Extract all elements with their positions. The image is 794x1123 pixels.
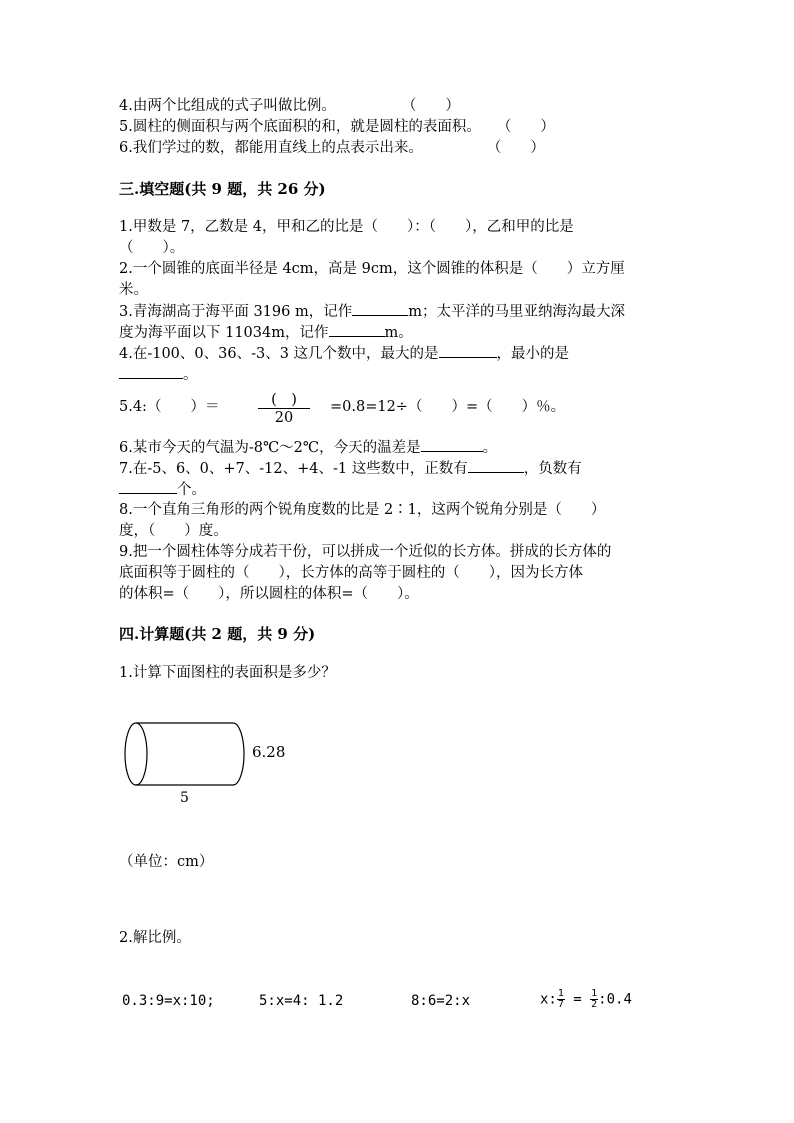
fraction-one-seventh bbox=[557, 989, 565, 1010]
fraction-numerator: ( ) bbox=[271, 392, 297, 408]
fill-q3-text-a: 3.青海湖高于海平面 3196 m，记作 bbox=[119, 304, 353, 320]
answer-blank bbox=[352, 301, 408, 316]
fraction-one-half bbox=[590, 989, 598, 1010]
fill-q6-text-b: 。 bbox=[482, 440, 498, 456]
fill-q3-text-c: 度为海平面以下 11034m，记作 bbox=[119, 325, 329, 341]
fill-q8-line1: 8.一个直角三角形的两个锐角度数的比是 2∶1，这两个锐角分别是（ ） bbox=[119, 502, 606, 518]
fill-q6-text-a: 6.某市今天的气温为-8℃～2℃，今天的温差是 bbox=[119, 440, 421, 456]
unit-note: （单位：cm） bbox=[119, 854, 214, 870]
equation-4 bbox=[540, 989, 632, 1010]
fill-q6 bbox=[119, 437, 497, 458]
judge-item-6-text: 6.我们学过的数，都能用直线上的点表示出来。 bbox=[119, 140, 423, 156]
section-3-title: 三.填空题(共 9 题，共 26 分) bbox=[119, 180, 326, 198]
answer-blank bbox=[329, 322, 385, 337]
fraction-numerator: 1 bbox=[557, 988, 564, 999]
answer-blank bbox=[119, 479, 177, 494]
judge-item-5 bbox=[119, 117, 555, 137]
fill-q4-text-b: ，最小的是 bbox=[496, 346, 570, 362]
cylinder-right-face bbox=[233, 723, 244, 785]
fraction-denominator: 20 bbox=[274, 410, 294, 426]
fill-q7-line1 bbox=[119, 458, 582, 479]
answer-blank bbox=[468, 458, 524, 473]
fill-q9-line3: 的体积=（ ），所以圆柱的体积=（ ）。 bbox=[119, 586, 419, 602]
section-4-title: 四.计算题(共 2 题，共 9 分) bbox=[119, 625, 316, 643]
fill-q7-line2 bbox=[119, 479, 206, 500]
answer-blank bbox=[421, 437, 483, 452]
calc-q2-text: 2.解比例。 bbox=[119, 930, 191, 946]
answer-blank bbox=[119, 364, 183, 379]
equals-sign: = bbox=[564, 991, 591, 1008]
fill-q1-line2: （ ）。 bbox=[119, 240, 185, 256]
fill-q1-line1: 1.甲数是 7，乙数是 4，甲和乙的比是（ ）：（ ），乙和甲的比是 bbox=[119, 219, 574, 235]
fill-q5-prefix: 5.4:（ ）＝ bbox=[119, 399, 220, 415]
fill-q3-text-d: m。 bbox=[384, 325, 413, 341]
cylinder-dim-bottom: 5 bbox=[180, 790, 189, 806]
judge-item-4 bbox=[119, 96, 460, 116]
equation-4-right: :0.4 bbox=[598, 991, 632, 1008]
answer-paren: （ ） bbox=[401, 98, 460, 114]
fill-q3-text-b: m；太平洋的马里亚纳海沟最大深 bbox=[408, 304, 625, 320]
equation-4-left: x: bbox=[540, 991, 557, 1008]
fill-q8-line2: 度，（ ）度。 bbox=[119, 523, 228, 539]
answer-paren: （ ） bbox=[496, 119, 555, 135]
cylinder-dim-right: 6.28 bbox=[252, 743, 286, 761]
cylinder-left-face bbox=[125, 723, 147, 785]
fill-q7-text-a: 7.在-5、6、0、+7、-12、+4、-1 这些数中，正数有 bbox=[119, 461, 468, 477]
judge-item-4-text: 4.由两个比组成的式子叫做比例。 bbox=[119, 98, 336, 114]
calc-q1-text: 1.计算下面图柱的表面积是多少？ bbox=[119, 665, 336, 681]
fill-q4-text-a: 4.在-100、0、36、-3、3 这几个数中，最大的是 bbox=[119, 346, 439, 362]
fill-q9-line2: 底面积等于圆柱的（ ），长方体的高等于圆柱的（ ），因为长方体 bbox=[119, 565, 583, 581]
fill-q5-fraction bbox=[258, 389, 310, 427]
fill-q3-line1 bbox=[119, 301, 625, 322]
fraction-denominator: 7 bbox=[557, 999, 564, 1010]
fraction-numerator: 1 bbox=[591, 988, 598, 999]
fill-q4-text-c: 。 bbox=[183, 367, 198, 383]
fill-q3-line2 bbox=[119, 322, 413, 343]
fill-q2-line2: 米。 bbox=[119, 282, 148, 298]
answer-blank bbox=[439, 343, 497, 358]
fill-q7-text-c: 个。 bbox=[177, 482, 206, 498]
equation-2: 5:x=4: 1.2 bbox=[259, 993, 344, 1009]
fill-q4-line1 bbox=[119, 343, 569, 364]
fill-q2-line1: 2.一个圆锥的底面半径是 4cm，高是 9cm，这个圆锥的体积是（ ）立方厘 bbox=[119, 261, 625, 277]
equation-3: 8:6=2:x bbox=[411, 993, 471, 1009]
fill-q9-line1: 9.把一个圆柱体等分成若干份，可以拼成一个近似的长方体。拼成的长方体的 bbox=[119, 544, 612, 560]
answer-paren: （ ） bbox=[486, 140, 545, 156]
fill-q4-line2 bbox=[119, 364, 198, 385]
fill-q5-suffix: =0.8=12÷（ ）=（ ）％。 bbox=[330, 399, 566, 415]
judge-item-6 bbox=[119, 138, 545, 158]
judge-item-5-text: 5.圆柱的侧面积与两个底面积的和，就是圆柱的表面积。 bbox=[119, 119, 481, 135]
fraction-denominator: 2 bbox=[591, 999, 598, 1010]
equation-1: 0.3:9=x:10; bbox=[122, 993, 215, 1009]
cylinder-diagram bbox=[118, 712, 298, 812]
fill-q7-text-b: ，负数有 bbox=[523, 461, 582, 477]
